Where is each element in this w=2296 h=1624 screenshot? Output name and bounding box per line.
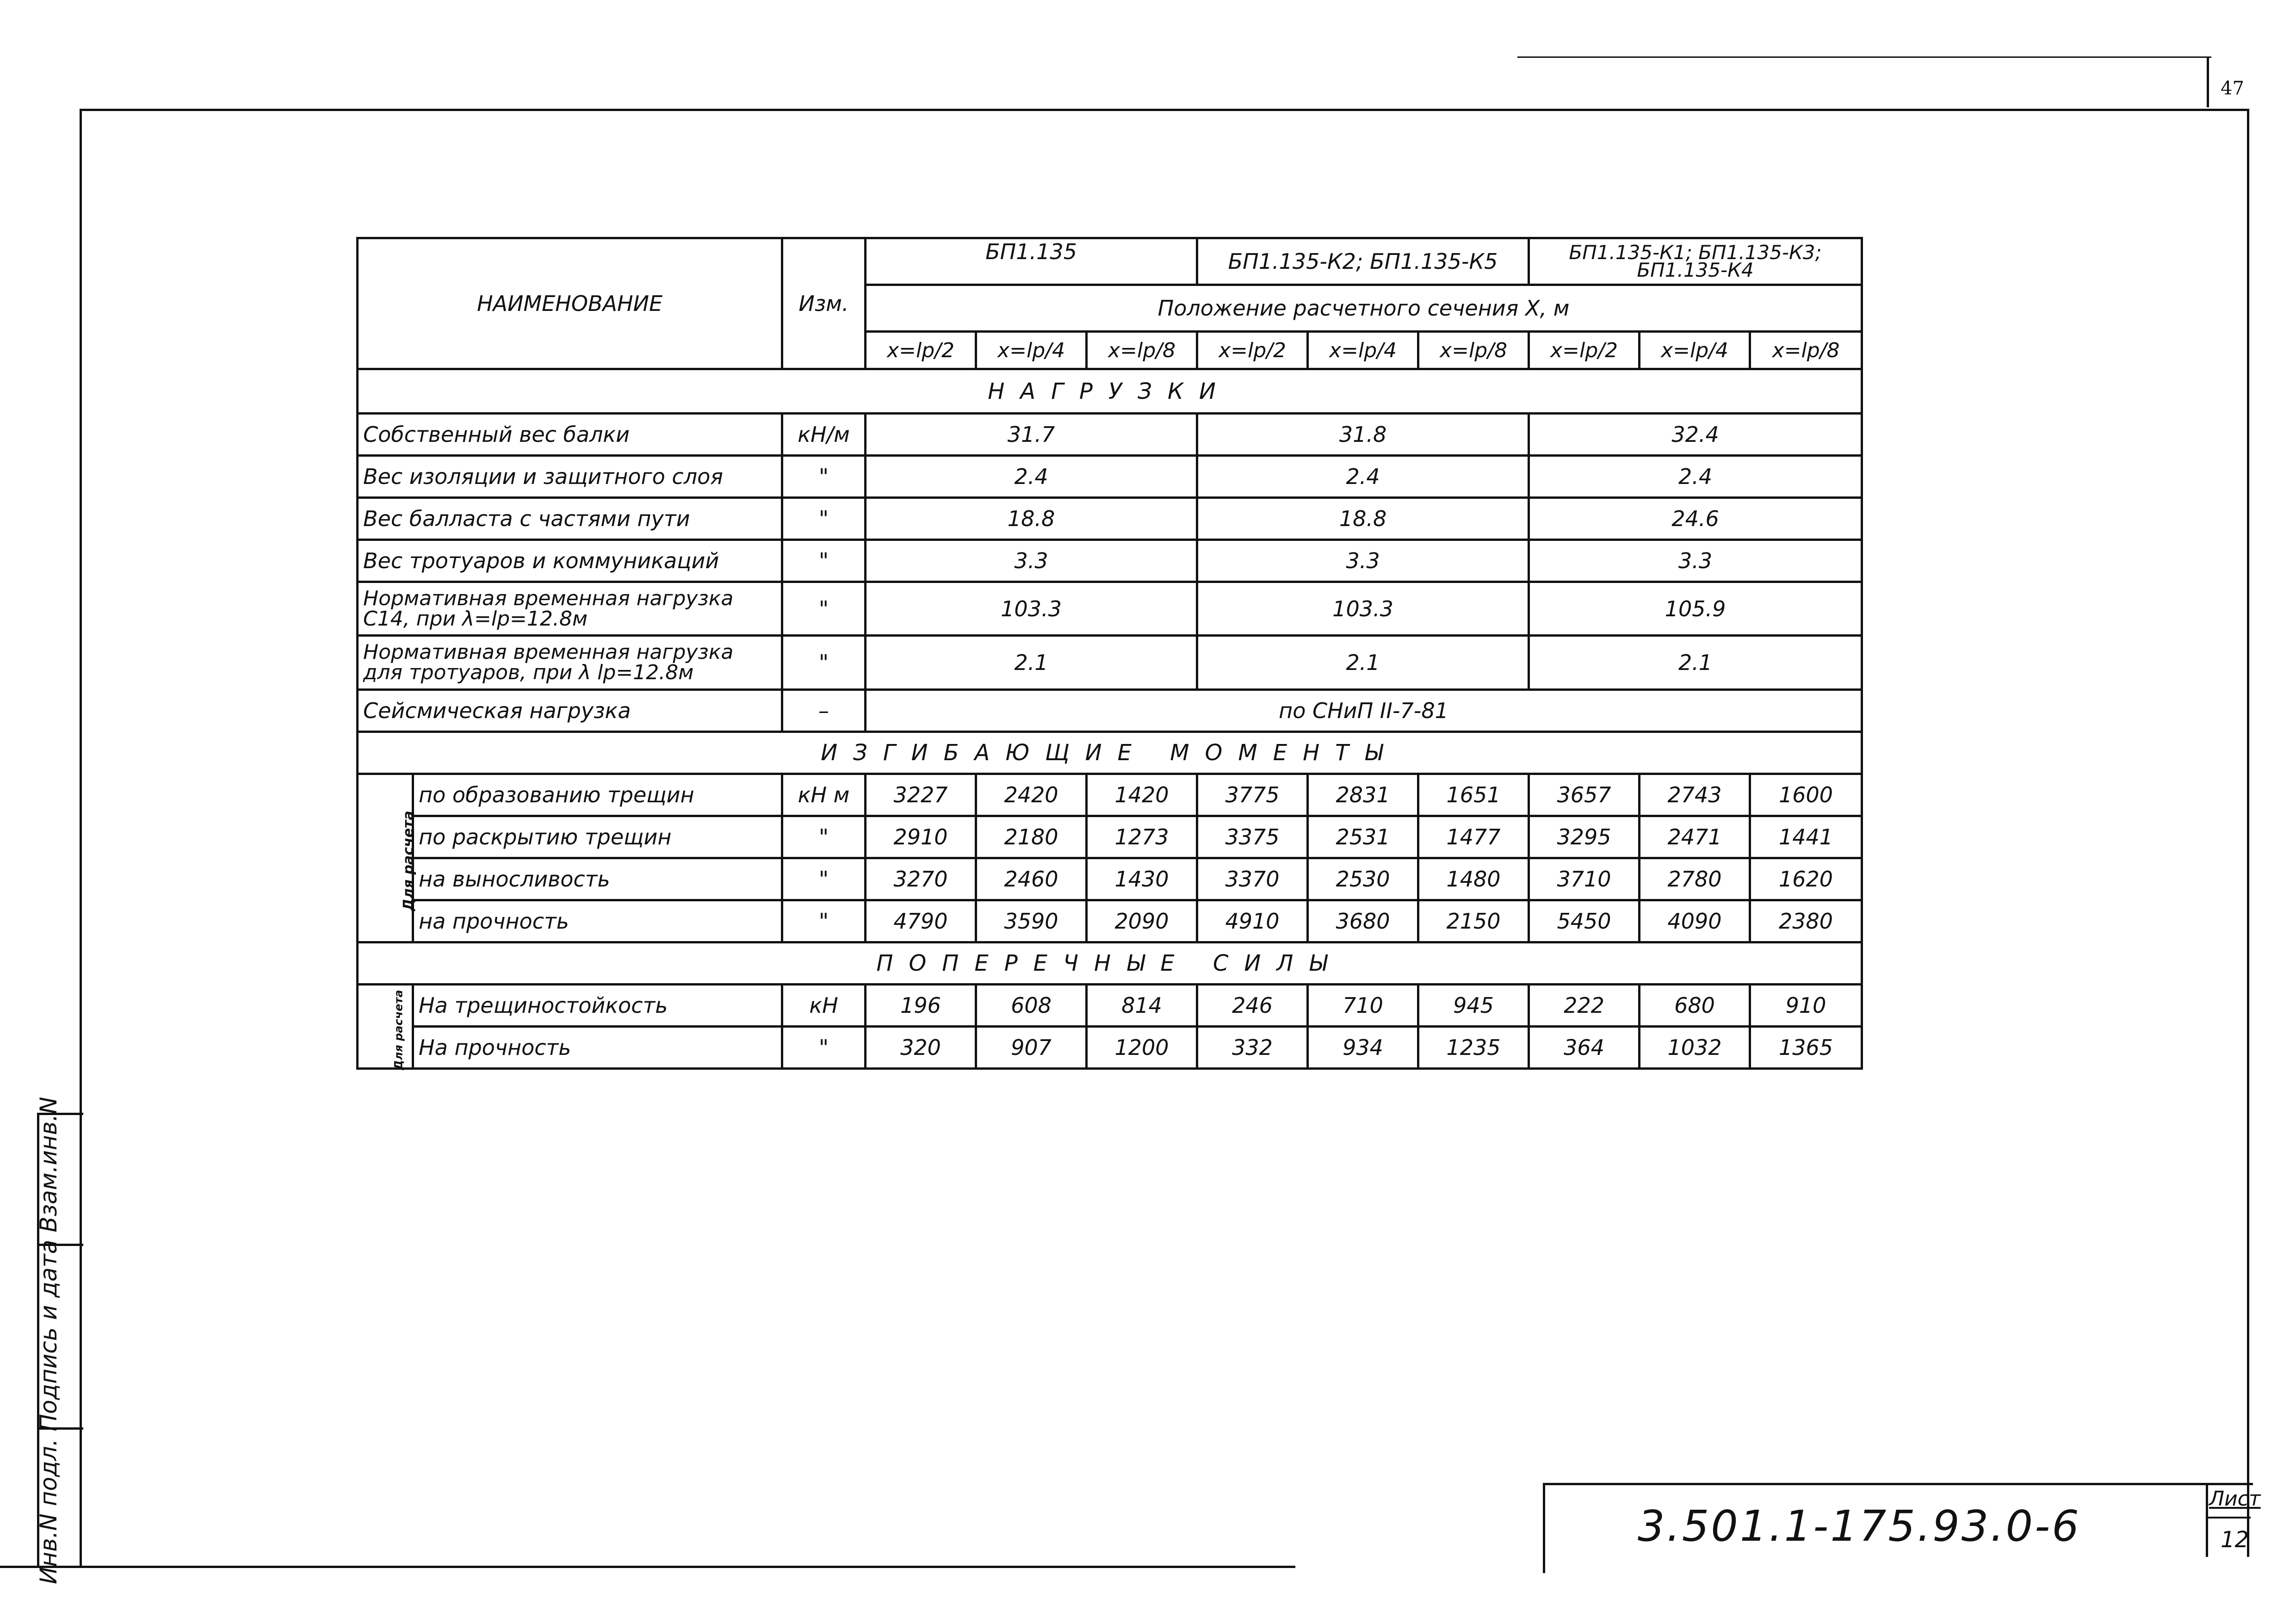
shear-name: На трещиностойкость <box>413 984 782 1026</box>
moment-value: 2420 <box>976 774 1087 816</box>
moment-row <box>358 774 1862 816</box>
header-row-1 <box>358 238 1862 285</box>
moment-name: на прочность <box>413 900 782 942</box>
load-value: 3.3 <box>1197 540 1529 582</box>
header-unit: Изм. <box>782 238 866 369</box>
moment-value: 3775 <box>1197 774 1308 816</box>
shear-title: ПОПЕРЕЧНЫЕ СИЛЫ <box>358 942 1862 984</box>
moment-value: 2743 <box>1640 774 1750 816</box>
load-value: 3.3 <box>1529 540 1862 582</box>
moment-row <box>358 858 1862 900</box>
section-col: x=lp/8 <box>1750 332 1862 369</box>
load-value: 32.4 <box>1529 414 1862 456</box>
moment-name: по раскрытию трещин <box>413 816 782 858</box>
shear-value: 246 <box>1197 984 1308 1026</box>
section-title-row <box>358 942 1862 984</box>
margin-label: Инв.N подл. Подпись и дата Взам.инв.N <box>35 1097 62 1584</box>
moments-title: ИЗГИБАЮЩИЕ МОМЕНТЫ <box>358 731 1862 774</box>
shear-value: 1365 <box>1750 1026 1862 1068</box>
load-unit: " <box>782 636 866 689</box>
shear-value: 364 <box>1529 1026 1640 1068</box>
moment-value: 2780 <box>1640 858 1750 900</box>
loads-moments-table <box>356 237 1863 1070</box>
moment-row <box>358 900 1862 942</box>
moment-value: 1480 <box>1418 858 1529 900</box>
stamp-sheet-number: 12 <box>2221 1527 2249 1553</box>
moment-value: 5450 <box>1529 900 1640 942</box>
section-col: x=lp/4 <box>976 332 1087 369</box>
stamp-code: 3.501.1-175.93.0-6 <box>1638 1501 2081 1551</box>
seismic-row <box>358 689 1862 731</box>
section-col: x=lp/4 <box>1640 332 1750 369</box>
moment-value: 1600 <box>1750 774 1862 816</box>
seismic-value: по СНиП II-7-81 <box>866 689 1862 731</box>
header-group-2: БП1.135-К2; БП1.135-К5 <box>1197 238 1529 285</box>
stamp-sheet-divider <box>2206 1483 2208 1557</box>
moment-value: 3680 <box>1308 900 1418 942</box>
shear-value: 196 <box>866 984 976 1026</box>
load-unit: " <box>782 582 866 636</box>
moment-value: 2831 <box>1308 774 1418 816</box>
shear-row <box>358 1026 1862 1068</box>
section-col: x=lp/2 <box>1197 332 1308 369</box>
shear-value: 910 <box>1750 984 1862 1026</box>
header-group-1: БП1.135 <box>866 238 1197 285</box>
load-name: Вес балласта с частями пути <box>358 498 782 540</box>
moment-value: 1430 <box>1087 858 1197 900</box>
moment-value: 2090 <box>1087 900 1197 942</box>
load-name: Вес тротуаров и коммуникаций <box>358 540 782 582</box>
moment-value: 3657 <box>1529 774 1640 816</box>
load-value: 103.3 <box>1197 582 1529 636</box>
load-unit: " <box>782 456 866 498</box>
load-value: 2.1 <box>866 636 1197 689</box>
outer-frame-top-line <box>80 109 2249 111</box>
moment-value: 2180 <box>976 816 1087 858</box>
load-row <box>358 456 1862 498</box>
moment-name: по образованию трещин <box>413 774 782 816</box>
section-col: x=lp/4 <box>1308 332 1418 369</box>
moment-value: 2150 <box>1418 900 1529 942</box>
shear-value: 1235 <box>1418 1026 1529 1068</box>
top-line <box>1517 56 2211 58</box>
shear-value: 680 <box>1640 984 1750 1026</box>
moment-value: 2460 <box>976 858 1087 900</box>
moment-value: 2471 <box>1640 816 1750 858</box>
load-row <box>358 636 1862 689</box>
section-title-row <box>358 731 1862 774</box>
moment-value: 2910 <box>866 816 976 858</box>
moment-value: 3710 <box>1529 858 1640 900</box>
shear-value: 1032 <box>1640 1026 1750 1068</box>
load-value: 103.3 <box>866 582 1197 636</box>
shear-value: 222 <box>1529 984 1640 1026</box>
shear-value: 945 <box>1418 984 1529 1026</box>
stamp-sheet-hline <box>2206 1517 2251 1519</box>
load-unit: кН/м <box>782 414 866 456</box>
moments-side-text: Для расчета <box>400 811 417 911</box>
outer-frame-bottom-line <box>0 1566 1295 1568</box>
shear-value: 332 <box>1197 1026 1308 1068</box>
load-row <box>358 540 1862 582</box>
moment-unit: " <box>782 900 866 942</box>
shear-value: 907 <box>976 1026 1087 1068</box>
moment-value: 1477 <box>1418 816 1529 858</box>
load-row <box>358 498 1862 540</box>
moment-value: 3295 <box>1529 816 1640 858</box>
load-value: 31.8 <box>1197 414 1529 456</box>
load-value: 18.8 <box>1197 498 1529 540</box>
moment-value: 2531 <box>1308 816 1418 858</box>
load-value: 2.1 <box>1197 636 1529 689</box>
load-name: Собственный вес балки <box>358 414 782 456</box>
moment-value: 3375 <box>1197 816 1308 858</box>
shear-value: 934 <box>1308 1026 1418 1068</box>
shear-value: 1200 <box>1087 1026 1197 1068</box>
shear-side-text: Для расчета <box>392 990 405 1070</box>
moment-value: 1273 <box>1087 816 1197 858</box>
inner-frame-right-line <box>2247 109 2249 1557</box>
load-value: 2.4 <box>1529 456 1862 498</box>
moment-value: 3590 <box>976 900 1087 942</box>
load-value: 3.3 <box>866 540 1197 582</box>
header-position: Положение расчетного сечения Х, м <box>866 285 1862 332</box>
seismic-unit: – <box>782 689 866 731</box>
shear-value: 320 <box>866 1026 976 1068</box>
load-unit: " <box>782 498 866 540</box>
moment-name: на выносливость <box>413 858 782 900</box>
shear-row <box>358 984 1862 1026</box>
page-number-top: 47 <box>2221 78 2244 99</box>
moments-side-label <box>358 774 417 942</box>
section-col: x=lp/2 <box>866 332 976 369</box>
load-value: 2.4 <box>1197 456 1529 498</box>
moment-value: 4910 <box>1197 900 1308 942</box>
stamp-sheet-label: Лист <box>2209 1487 2261 1511</box>
section-col: x=lp/2 <box>1529 332 1640 369</box>
section-col: x=lp/8 <box>1087 332 1197 369</box>
moment-value: 1420 <box>1087 774 1197 816</box>
moment-value: 1651 <box>1418 774 1529 816</box>
shear-value: 710 <box>1308 984 1418 1026</box>
shear-side-label <box>358 984 413 1068</box>
load-value: 105.9 <box>1529 582 1862 636</box>
load-value: 2.4 <box>866 456 1197 498</box>
moment-value: 2530 <box>1308 858 1418 900</box>
load-row <box>358 414 1862 456</box>
load-name: Вес изоляции и защитного слоя <box>358 456 782 498</box>
moment-row <box>358 816 1862 858</box>
shear-value: 814 <box>1087 984 1197 1026</box>
section-title-row <box>358 369 1862 414</box>
moment-value: 4090 <box>1640 900 1750 942</box>
header-group-3: БП1.135-К1; БП1.135-К3; БП1.135-К4 <box>1529 238 1862 285</box>
loads-title: НАГРУЗКИ <box>358 369 1862 414</box>
moment-unit: " <box>782 858 866 900</box>
header-name: НАИМЕНОВАНИЕ <box>358 238 782 369</box>
moment-unit: " <box>782 816 866 858</box>
moment-value: 1620 <box>1750 858 1862 900</box>
moment-value: 3227 <box>866 774 976 816</box>
shear-unit: кН <box>782 984 866 1026</box>
load-name: Нормативная временная нагрузка для тротуаров, при λ lp=12.8м <box>358 636 782 689</box>
load-value: 2.1 <box>1529 636 1862 689</box>
load-unit: " <box>782 540 866 582</box>
moment-unit: кН м <box>782 774 866 816</box>
load-row <box>358 582 1862 636</box>
load-value: 31.7 <box>866 414 1197 456</box>
seismic-name: Сейсмическая нагрузка <box>358 689 782 731</box>
load-name: Нормативная временная нагрузка С14, при λ=lp=12.8м <box>358 582 782 636</box>
moment-value: 3270 <box>866 858 976 900</box>
moment-value: 1441 <box>1750 816 1862 858</box>
shear-unit: " <box>782 1026 866 1068</box>
moment-value: 3370 <box>1197 858 1308 900</box>
moment-value: 4790 <box>866 900 976 942</box>
load-value: 18.8 <box>866 498 1197 540</box>
shear-name: На прочность <box>413 1026 782 1068</box>
moment-value: 2380 <box>1750 900 1862 942</box>
section-col: x=lp/8 <box>1418 332 1529 369</box>
load-value: 24.6 <box>1529 498 1862 540</box>
shear-value: 608 <box>976 984 1087 1026</box>
